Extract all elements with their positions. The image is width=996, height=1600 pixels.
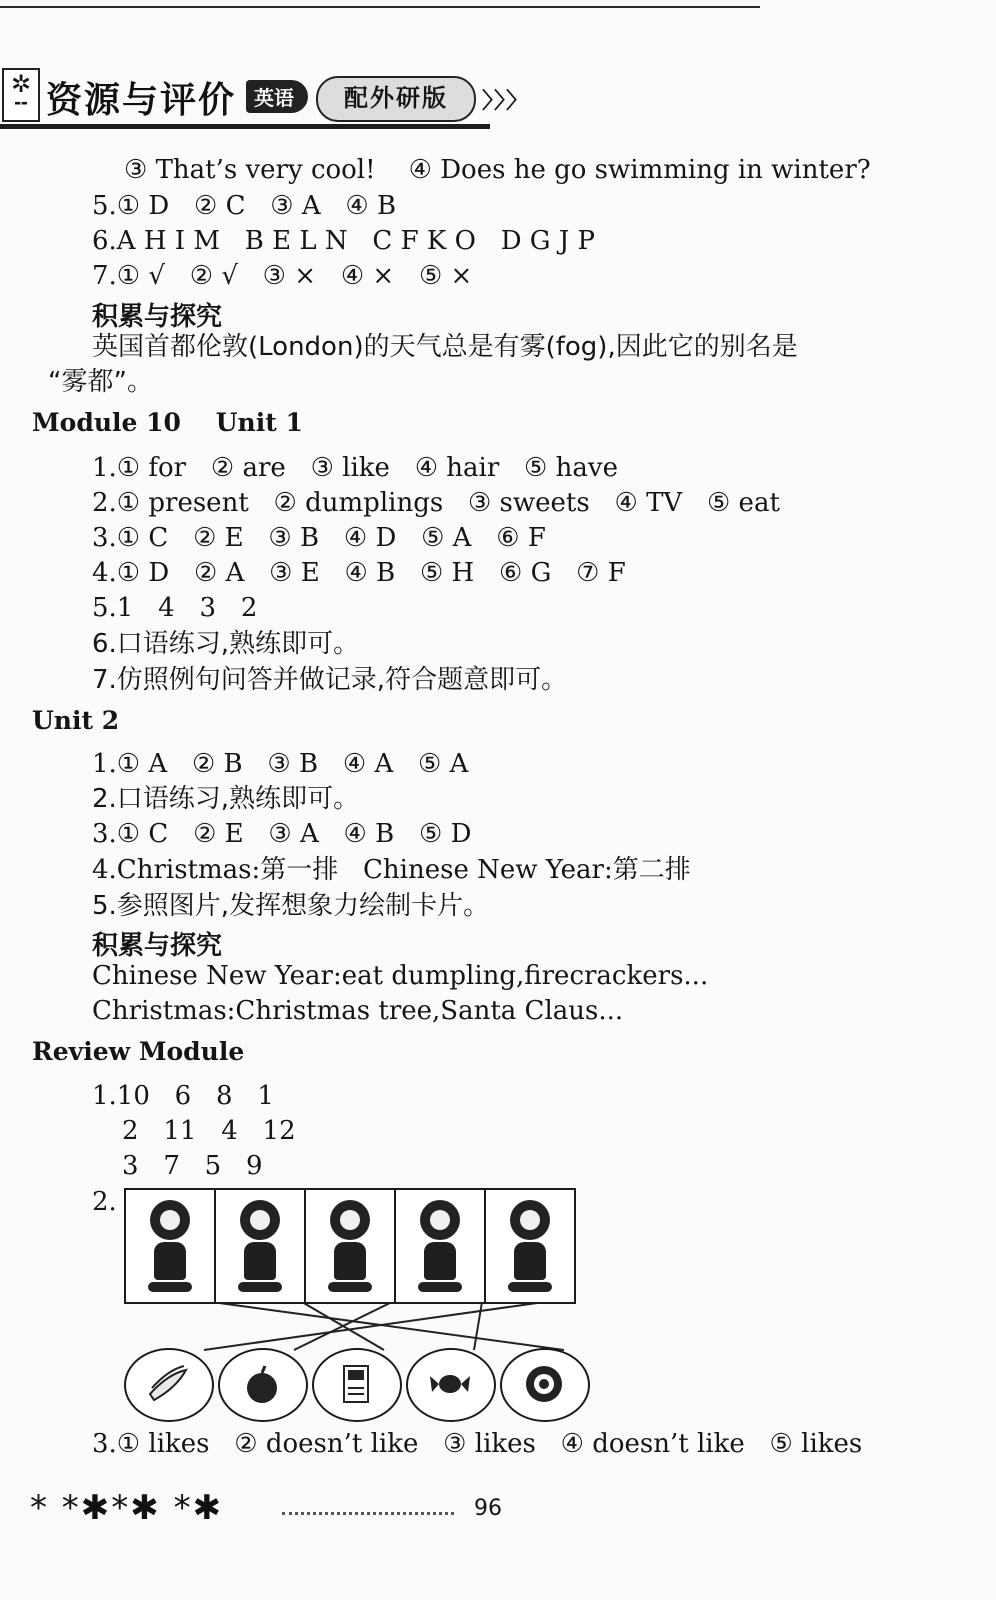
- section-title: 积累与探究: [92, 302, 223, 332]
- series-logo: [2, 68, 40, 122]
- answer-line: 6.口语练习,熟练即可。: [92, 629, 360, 659]
- panda-character-icon: [306, 1190, 396, 1302]
- food-row: [124, 1348, 594, 1422]
- answer-line: 3.① C ② E ③ A ④ B ⑤ D: [92, 819, 472, 849]
- answer-line: 5.1 4 3 2: [92, 593, 258, 623]
- answer-line: 7.仿照例句问答并做记录,符合题意即可。: [92, 665, 568, 695]
- boy-character-icon: [216, 1190, 306, 1302]
- module-heading: Review Module: [32, 1037, 245, 1066]
- girl-character-icon: [486, 1190, 574, 1302]
- footer-dotted-rule: [282, 1512, 454, 1515]
- paragraph-line: 英国首都伦敦(London)的天气总是有雾(fog),因此它的别名是: [92, 332, 798, 362]
- star-icon: ✲: [10, 70, 32, 98]
- paragraph-line: Christmas:Christmas tree,Santa Claus...: [92, 996, 624, 1026]
- header-rule: [0, 124, 490, 129]
- answer-line: 4.① D ② A ③ E ④ B ⑤ H ⑥ G ⑦ F: [92, 558, 626, 588]
- top-rule: [0, 6, 760, 8]
- bananas-icon: [124, 1348, 214, 1422]
- logo-mark: ▬▬: [14, 99, 28, 107]
- man-character-icon: [396, 1190, 486, 1302]
- answer-line: 5.参照图片,发挥想象力绘制卡片。: [92, 891, 490, 921]
- character-row: [124, 1188, 576, 1304]
- question-number: 2.: [92, 1187, 117, 1217]
- answer-line: 1.① for ② are ③ like ④ hair ⑤ have: [92, 453, 618, 483]
- edition-badge: 配外研版: [316, 76, 476, 122]
- answer-line: 1.① A ② B ③ B ④ A ⑤ A: [92, 749, 469, 779]
- paragraph-line: Chinese New Year:eat dumpling,firecrackers...: [92, 961, 709, 991]
- answer-line: 3 7 5 9: [122, 1151, 263, 1181]
- module-heading: Module 10 Unit 1: [32, 408, 303, 437]
- answer-line: 7.① √ ② √ ③ × ④ × ⑤ ×: [92, 261, 473, 291]
- answer-line: 1.10 6 8 1: [92, 1081, 274, 1111]
- answer-line: 2 11 4 12: [122, 1116, 296, 1146]
- answer-line: 4.Christmas:第一排 Chinese New Year:第二排: [92, 855, 691, 885]
- mouse-character-icon: [126, 1190, 216, 1302]
- section-title: 积累与探究: [92, 931, 223, 961]
- page-header: [0, 66, 530, 128]
- page-number: 96: [474, 1496, 502, 1521]
- unit-heading: Unit 2: [32, 706, 120, 735]
- answer-line: 5.① D ② C ③ A ④ B: [92, 191, 397, 221]
- answer-line: 3.① C ② E ③ B ④ D ⑤ A ⑥ F: [92, 523, 546, 553]
- answer-line: ③ That’s very cool! ④ Does he go swimming in winter?: [124, 155, 871, 185]
- decorative-stars-icon: * *✱*✱ *✱: [30, 1488, 224, 1528]
- book-icon: [312, 1348, 402, 1422]
- answer-line: 3.① likes ② doesn’t like ③ likes ④ doesn’t like ⑤ likes: [92, 1429, 863, 1459]
- answer-line: 2.① present ② dumplings ③ sweets ④ TV ⑤ eat: [92, 488, 780, 518]
- subject-label: 英语: [246, 80, 308, 113]
- paragraph-line: “雾都”。: [48, 367, 153, 397]
- answer-line: 2.口语练习,熟练即可。: [92, 784, 360, 814]
- matching-figure: [124, 1188, 584, 1420]
- chevron-right-icon: 〉〉〉: [482, 89, 530, 114]
- sweet-icon: [406, 1348, 496, 1422]
- food-plate-icon: [500, 1348, 590, 1422]
- apple-icon: [218, 1348, 308, 1422]
- book-title: 资源与评价: [46, 80, 237, 121]
- answer-line: 6.A H I M B E L N C F K O D G J P: [92, 226, 596, 256]
